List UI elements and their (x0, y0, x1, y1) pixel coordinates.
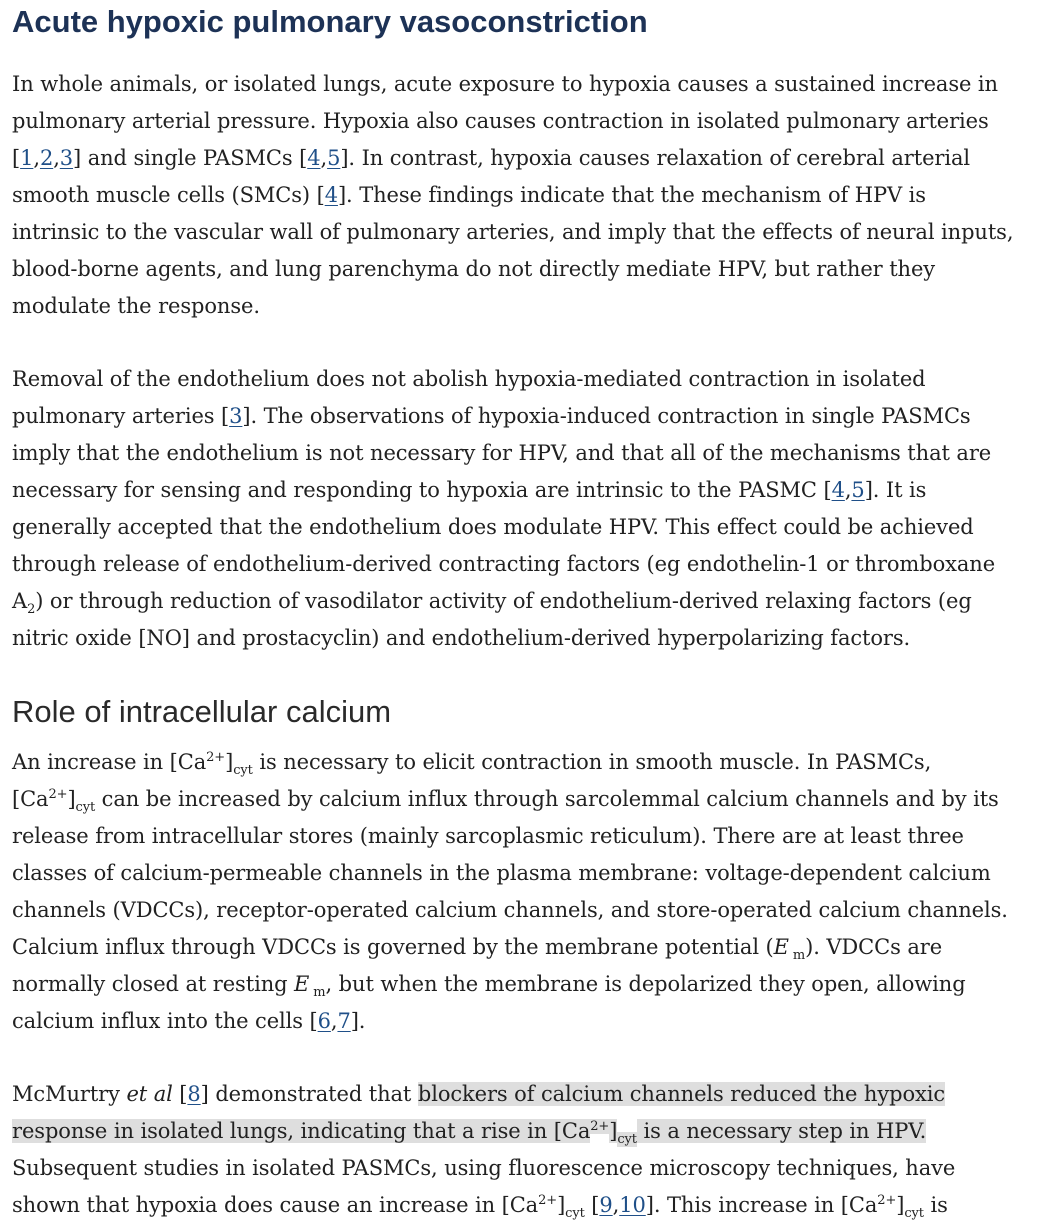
text-run: shown that hypoxia does cause an increase in [Ca (12, 1193, 539, 1217)
italic-text: et al (126, 1082, 173, 1106)
superscript: 2+ (538, 1193, 558, 1208)
text-line: pulmonary arterial pressure. Hypoxia also causes contraction in isolated pulmonary arteries (12, 109, 989, 133)
text-line (12, 781, 999, 818)
text-run: [ (12, 146, 21, 170)
text-run: ] demonstrated that (200, 1082, 418, 1106)
text-run: , (612, 1193, 620, 1217)
text-run: , (33, 146, 40, 170)
superscript: 2+ (206, 750, 226, 765)
text-line: imply that the endothelium is not necessary for HPV, and that all of the mechanisms that are (12, 441, 992, 465)
text-line (12, 1113, 926, 1150)
text-run: ] (557, 1193, 566, 1217)
text-run: calcium influx into the cells [ (12, 1009, 318, 1033)
citation-link-5[interactable]: 5 (327, 146, 341, 170)
text-run: ]. (350, 1009, 366, 1033)
text-run: , (53, 146, 60, 170)
text-run: , (844, 478, 852, 502)
text-run: ]. The observations of hypoxia-induced contraction in single PASMCs (242, 404, 971, 428)
citation-link-7[interactable]: 7 (337, 1009, 351, 1033)
text-line (12, 1003, 365, 1040)
citation-link-9[interactable]: 9 (599, 1193, 613, 1217)
text-run: ) or through reduction of vasodilator activity of endothelium-derived relaxing factors (eg (35, 589, 972, 613)
text-run: A (12, 589, 28, 613)
text-line: In whole animals, or isolated lungs, acute exposure to hypoxia causes a sustained increase in (12, 72, 998, 96)
section-heading-calcium: Role of intracellular calcium (12, 694, 392, 729)
text-run: McMurtry (12, 1082, 127, 1106)
highlighted-text: response in isolated lungs, indicating that a rise in [Ca (12, 1119, 591, 1143)
citation-link-1[interactable]: 1 (20, 146, 34, 170)
text-line: through release of endothelium-derived contracting factors (eg endothelin-1 or thromboxane (12, 552, 996, 576)
text-run: ]. In contrast, hypoxia causes relaxation of cerebral arterial (340, 146, 970, 170)
citation-link-2[interactable]: 2 (39, 146, 54, 170)
text-run: ] (896, 1193, 905, 1217)
text-line: channels (VDCCs), receptor-operated calcium channels, and store-operated calcium channels. (12, 898, 1008, 922)
text-line (12, 744, 931, 781)
subscript: 2 (27, 602, 36, 617)
highlighted-text: is a necessary step in HPV. (636, 1119, 927, 1143)
text-run: , (330, 1009, 338, 1033)
text-run: [Ca (12, 787, 49, 811)
text-run: ] (225, 750, 234, 774)
citation-link-10[interactable]: 10 (619, 1193, 646, 1217)
superscript: 2+ (590, 1119, 610, 1134)
text-line: modulate the response. (12, 294, 260, 318)
italic-symbol: E (773, 935, 789, 959)
text-line (12, 398, 971, 435)
citation-link-3[interactable]: 3 (229, 404, 243, 428)
text-run: An increase in [Ca (12, 750, 207, 774)
subscript: m (309, 985, 326, 1000)
citation-link-4[interactable]: 4 (307, 146, 321, 170)
subscript: cyt (75, 800, 96, 815)
text-line (12, 472, 926, 509)
text-run: smooth muscle cells (SMCs) [ (12, 183, 325, 207)
text-run: Calcium influx through VDCCs is governed by the membrane potential ( (12, 935, 774, 959)
text-line: Removal of the endothelium does not abolish hypoxia-mediated contraction in isolated (12, 367, 926, 391)
text-run: can be increased by calcium influx through sarcolemmal calcium channels and by its (95, 787, 999, 811)
superscript: 2+ (48, 787, 68, 802)
text-run: ] (67, 787, 76, 811)
highlighted-text: blockers of calcium channels reduced the hypoxic (417, 1082, 946, 1106)
text-line (12, 966, 966, 1003)
text-run: ). VDCCs are (805, 935, 943, 959)
text-run: normally closed at resting (12, 972, 295, 996)
text-line: Subsequent studies in isolated PASMCs, using fluorescence microscopy techniques, have (12, 1156, 956, 1180)
text-run: ]. This increase in [Ca (645, 1193, 878, 1217)
text-line (12, 583, 972, 620)
text-line (12, 929, 942, 966)
citation-link-4[interactable]: 4 (831, 478, 845, 502)
text-line (12, 1076, 945, 1113)
text-line: classes of calcium-permeable channels in the plasma membrane: voltage-dependent calcium (12, 861, 991, 885)
text-run: ] and single PASMCs [ (73, 146, 308, 170)
citation-link-5[interactable]: 5 (851, 478, 865, 502)
text-line: nitric oxide [NO] and prostacyclin) and endothelium-derived hyperpolarizing factors. (12, 626, 911, 650)
text-run: , (320, 146, 328, 170)
text-run: , but when the membrane is depolarized they open, allowing (325, 972, 966, 996)
citation-link-4[interactable]: 4 (324, 183, 338, 207)
subscript: cyt (233, 763, 253, 778)
text-run: pulmonary arteries [ (12, 404, 230, 428)
text-line: release from intracellular stores (mainly sarcoplasmic reticulum). There are at least three (12, 824, 964, 848)
section-heading-hpv: Acute hypoxic pulmonary vasoconstriction (12, 4, 648, 39)
text-line: intrinsic to the vascular wall of pulmonary arteries, and imply that the effects of neural inputs, (12, 220, 1014, 244)
citation-link-6[interactable]: 6 (317, 1009, 331, 1033)
text-run: ]. These findings indicate that the mechanism of HPV is (337, 183, 926, 207)
subscript: cyt (617, 1132, 637, 1147)
text-run: necessary for sensing and responding to hypoxia are intrinsic to the PASMC [ (12, 478, 832, 502)
text-run: is necessary to elicit contraction in smooth muscle. In PASMCs, (252, 750, 932, 774)
text-run: [ (172, 1082, 188, 1106)
citation-link-8[interactable]: 8 (187, 1082, 201, 1106)
italic-symbol: E (294, 972, 310, 996)
subscript: cyt (565, 1206, 585, 1221)
text-run: ]. It is (864, 478, 927, 502)
text-line (12, 1187, 948, 1224)
text-run: is (923, 1193, 948, 1217)
text-run: [ (584, 1193, 600, 1217)
subscript: m (788, 948, 806, 963)
text-line: blood-borne agents, and lung parenchyma do not directly mediate HPV, but rather they (12, 257, 936, 281)
text-line (12, 177, 926, 214)
highlighted-text: ] (609, 1119, 618, 1143)
citation-link-3[interactable]: 3 (59, 146, 74, 170)
text-line (12, 140, 970, 177)
superscript: 2+ (877, 1193, 897, 1208)
subscript: cyt (904, 1206, 924, 1221)
text-line: generally accepted that the endothelium does modulate HPV. This effect could be achieved (12, 515, 974, 539)
